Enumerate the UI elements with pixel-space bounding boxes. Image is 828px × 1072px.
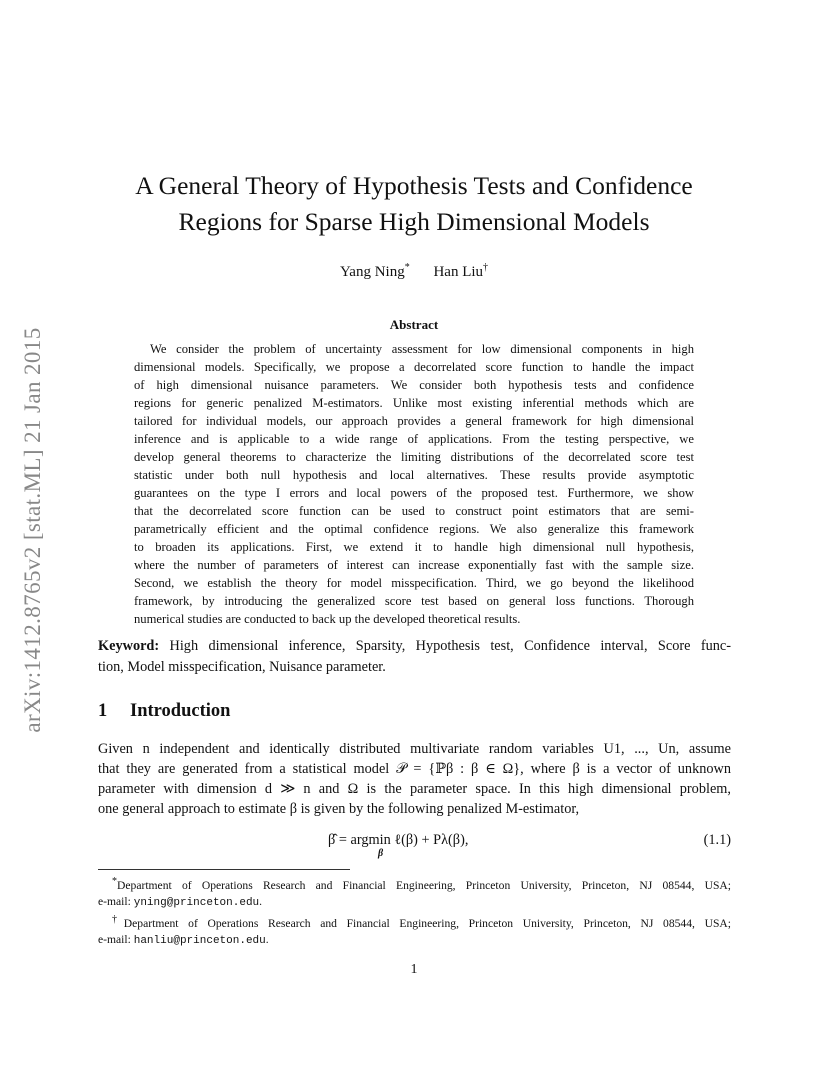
keywords-block [98, 636, 731, 678]
abstract-line: develop general theorems to characterize the limiting distributions of the decorrelated score test [134, 450, 694, 464]
author-footnote-mark: † [483, 262, 489, 273]
abstract-line: framework, by introducing the generalized score test based on general loss functions. Thorough [134, 594, 694, 608]
abstract-line: parametrically efficient and the optimal confidence regions. We also generalize this framework [134, 522, 694, 536]
equation-subscript: β [378, 848, 384, 859]
footnote-end: . [259, 894, 263, 908]
abstract-line: Second, we establish the theory for model misspecification. Third, we go beyond the likelihood [134, 576, 694, 590]
abstract-line: of high dimensional nuisance parameters. We consider both hypothesis tests and confidence [134, 378, 694, 392]
footnote [98, 912, 731, 949]
title-line: Regions for Sparse High Dimensional Models [178, 207, 650, 236]
section-heading [98, 701, 230, 722]
body-line: parameter with dimension d ≫ n and Ω is the parameter space. In this high dimensional problem, [98, 781, 731, 797]
keywords-label: Keyword: [98, 638, 160, 654]
title-line: A General Theory of Hypothesis Tests and Confidence [135, 171, 693, 200]
author-name: Han Liu [433, 264, 484, 280]
abstract-line: We consider the problem of uncertainty assessment for low dimensional components in high [150, 342, 694, 356]
email-label: e-mail: [98, 932, 134, 946]
author [433, 264, 488, 280]
section-number: 1 [98, 701, 108, 721]
body-line: one general approach to estimate β is given by the following penalized M-estimator, [98, 801, 580, 817]
abstract-line: regions for generic penalized M-estimators. Unlike most existing inferential methods which are [134, 396, 694, 410]
email-link[interactable]: hanliu@princeton.edu [133, 934, 266, 947]
equation-expression: β̂ = argmin ℓ(β) + Pλ(β), [328, 832, 469, 848]
abstract-line: guarantees on the type I errors and local powers of the proposed test. Furthermore, we show [134, 486, 694, 500]
footnote-line [98, 894, 731, 911]
footnote-affiliation: Department of Operations Research and Financial Engineering, Princeton University, Princeton, NJ 08544, USA; [123, 916, 732, 930]
abstract-line: inference and is applicable to a wide range of applications. From the testing perspective, we [134, 432, 694, 446]
keywords-line [98, 636, 731, 657]
footnote [98, 874, 731, 911]
arxiv-identifier-stamp: arXiv:1412.8765v2 [stat.ML] 21 Jan 2015 [20, 327, 45, 733]
abstract-line: to broaden its applications. First, we extend it to handle high dimensional null hypothesis, [134, 540, 694, 554]
author-footnote-mark: * [404, 262, 410, 273]
abstract-heading: Abstract [389, 317, 439, 332]
abstract-line: dimensional models. Specifically, we propose a decorrelated score function to handle the impact [134, 360, 694, 374]
page-number: 1 [410, 962, 418, 977]
equation-number: (1.1) [703, 832, 731, 848]
introduction-paragraph [98, 739, 731, 819]
author-list [0, 262, 828, 281]
body-line: that they are generated from a statistical model 𝒫 = {ℙβ : β ∈ Ω}, where β is a vector of unknown [98, 761, 731, 777]
footnotes [98, 874, 731, 950]
footnote-affiliation: Department of Operations Research and Financial Engineering, Princeton University, Princeton, NJ 08544, USA; [117, 878, 731, 892]
author-name: Yang Ning [339, 264, 405, 280]
email-link[interactable]: yning@princeton.edu [133, 896, 260, 909]
footnote-line [98, 932, 731, 949]
abstract-line: where the number of parameters of interest can increase exponentially fast with the sample size. [134, 558, 694, 572]
abstract-body [134, 340, 694, 628]
abstract-line: that the decorrelated score function can be used to construct point estimators that are semi- [134, 504, 694, 518]
keywords-text: High dimensional inference, Sparsity, Hypothesis test, Confidence interval, Score func- [159, 638, 731, 654]
footnote-line [98, 874, 731, 894]
display-equation [98, 832, 731, 862]
footnote-divider [98, 869, 350, 870]
body-line: Given n independent and identically distributed multivariate random variables U1, ..., Un, assume [98, 741, 731, 757]
author [340, 264, 410, 280]
paper-title [70, 168, 758, 240]
section-title: Introduction [130, 701, 231, 721]
footnote-line [98, 912, 731, 932]
footnote-mark: * [112, 876, 117, 887]
keywords-line: tion, Model misspecification, Nuisance parameter. [98, 659, 386, 675]
email-label: e-mail: [98, 894, 134, 908]
abstract-line: statistic under both null hypothesis and local alternatives. These results provide asymptotic [134, 468, 694, 482]
footnote-end: . [265, 932, 269, 946]
footnote-mark: † [112, 913, 124, 925]
abstract-line: tailored for individual models, our approach provides a general framework for high dimensional [134, 414, 694, 428]
abstract-line: numerical studies are conducted to back up the developed theoretical results. [134, 612, 521, 626]
